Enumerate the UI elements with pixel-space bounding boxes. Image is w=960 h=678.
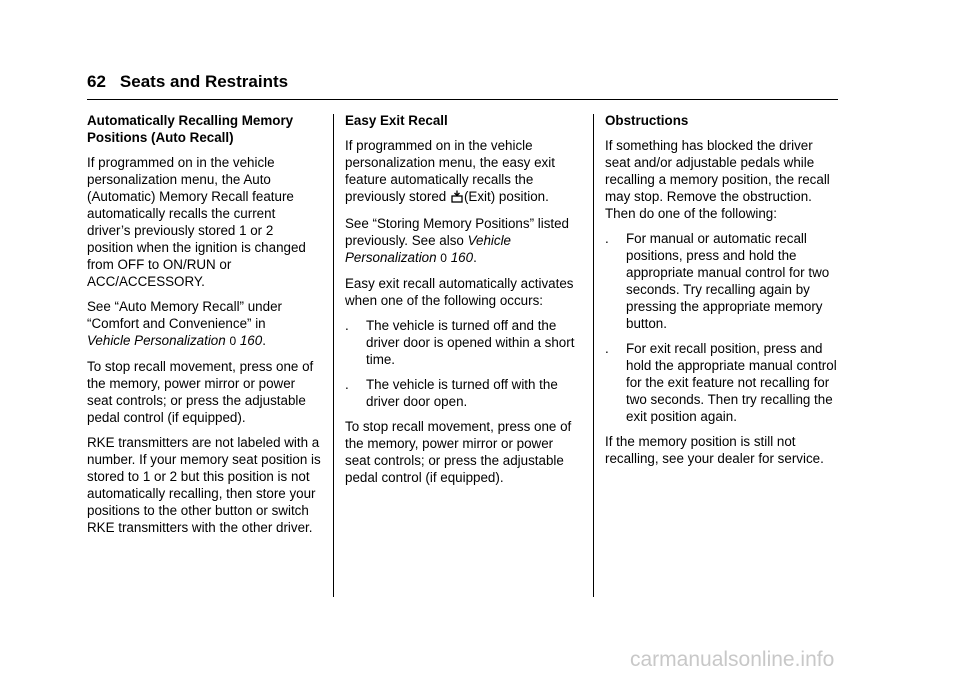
list-item: . For manual or automatic recall positions, press and hold the appropriate manual control for two seconds. Try recalling again by pressing the appropriate memory button.	[605, 231, 830, 331]
page-reference-arrow-icon: 0	[229, 334, 237, 348]
paragraph: To stop recall movement, press one of the memory, power mirror or power seat controls; or press the adjustable pedal control (if equipped).	[345, 419, 572, 485]
heading-easy-exit-recall: Easy Exit Recall	[345, 113, 448, 128]
column-divider-1	[333, 114, 334, 597]
heading-obstructions: Obstructions	[605, 113, 689, 128]
paragraph: If something has blocked the driver seat and/or adjustable pedals while recalling a memory position, the recall may stop. Remove the obstruction. Then do one of the following:	[605, 138, 830, 221]
bullet-mark: .	[345, 318, 349, 333]
page-number: 62	[87, 72, 106, 91]
paragraph: Easy exit recall automatically activates when one of the following occurs:	[345, 276, 574, 308]
list-item: . The vehicle is turned off with the driver door open.	[345, 377, 558, 409]
paragraph: If the memory position is still not recalling, see your dealer for service.	[605, 434, 824, 466]
bullet-mark: .	[605, 231, 609, 246]
link-vehicle-personalization[interactable]: Vehicle Personalization	[87, 333, 226, 348]
page-reference-number[interactable]: 160	[239, 333, 263, 348]
heading-auto-recall: Automatically Recalling Memory Positions (Auto Recall)	[87, 113, 294, 145]
column-easy-exit-recall	[345, 112, 580, 494]
paragraph-exit-position: If programmed on in the vehicle personalization menu, the easy exit feature automatically recalls the previously stored (Exit) position.	[345, 137, 580, 207]
exit-seat-icon	[451, 190, 463, 207]
paragraph-reference: See “Auto Memory Recall” under “Comfort and Convenience” in Vehicle Personalization 0 160.	[87, 299, 282, 348]
paragraph: If programmed on in the vehicle personalization menu, the Auto (Automatic) Memory Recall feature automatically recalls the current driver’s previously stored 1 or 2 position when the ignition is changed from OFF to ON/RUN or ACC/ACCESSORY.	[87, 155, 306, 289]
paragraph-reference: See “Storing Memory Positions” listed previously. See also Vehicle Personalization 0 160.	[345, 216, 570, 265]
list-item: . For exit recall position, press and hold the appropriate manual control for the exit feature not recalling for two seconds. Then try recalling the exit position again.	[605, 341, 837, 424]
bullet-mark: .	[605, 341, 609, 356]
bullet-mark: .	[345, 377, 349, 392]
page-reference-arrow-icon: 0	[440, 251, 447, 265]
page-reference-number[interactable]: 160	[450, 250, 474, 265]
header-rule	[87, 99, 838, 100]
page-header	[87, 72, 288, 92]
column-auto-recall	[87, 112, 322, 544]
column-divider-2	[593, 114, 594, 597]
watermark: carmanualsonline.info	[630, 648, 835, 671]
paragraph: RKE transmitters are not labeled with a number. If your memory seat position is stored to 1 or 2 but this position is not automatically recalling, then store your positions to the other button or switch RKE transmitters with the other driver.	[87, 435, 321, 535]
column-obstructions	[605, 112, 840, 475]
paragraph: To stop recall movement, press one of the memory, power mirror or power seat controls; or press the adjustable pedal control (if equipped).	[87, 359, 314, 425]
section-title: Seats and Restraints	[119, 72, 289, 91]
list-item: . The vehicle is turned off and the driver door is opened within a short time.	[345, 318, 575, 367]
link-vehicle-personalization[interactable]: Vehicle Personalization	[345, 233, 511, 265]
